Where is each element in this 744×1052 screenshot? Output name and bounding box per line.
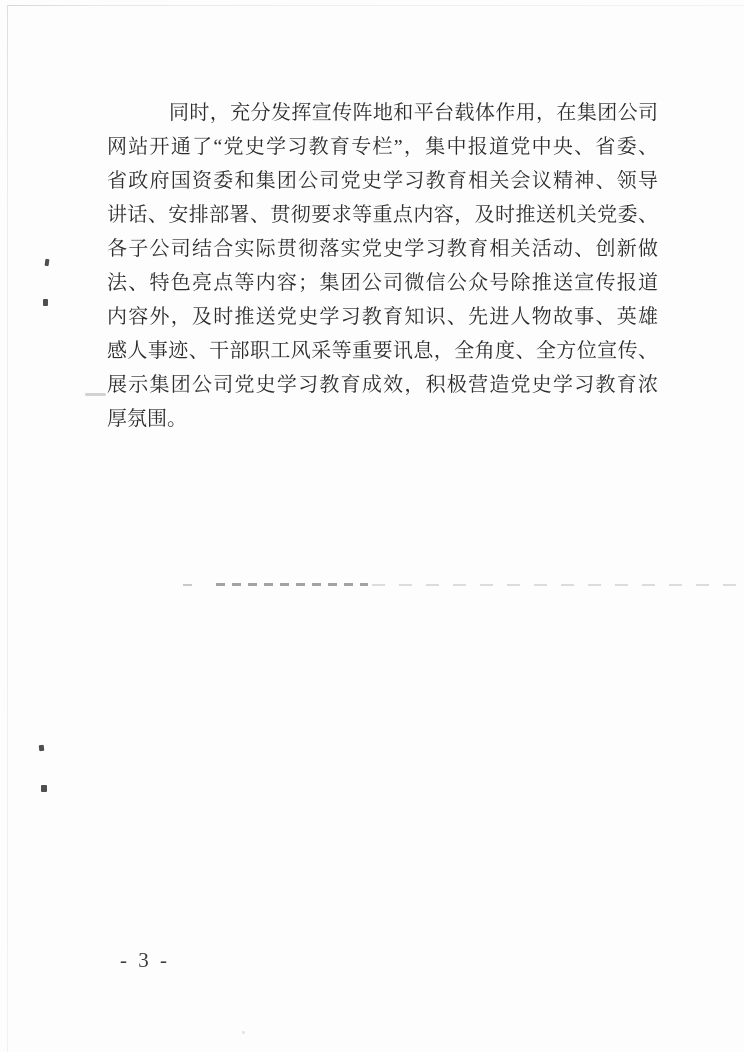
page-number: - 3 - [120,948,170,972]
text-line: 内容外，及时推送党史学习教育知识、先进人物故事、英雄 [107,306,658,328]
scan-smudge-artifact [85,393,106,396]
scan-speck-artifact [43,299,48,306]
text-line: 网站开通了“党史学习教育专栏”，集中报道党中央、省委、 [107,136,658,158]
text-line: 厚氛围。 [107,408,187,430]
scan-line-artifact-start [183,584,192,586]
scan-speck-artifact [45,259,50,266]
scan-speck-artifact [242,1031,245,1034]
scan-speck-artifact [41,785,47,792]
body-text-paragraph [107,96,658,436]
text-line: 同时，充分发挥宣传阵地和平台载体作用，在集团公司 [169,102,658,124]
text-line: 省政府国资委和集团公司党史学习教育相关会议精神、领导 [107,170,658,192]
scan-line-artifact-light [372,584,740,586]
scan-edge-artifact-top [8,5,744,6]
scan-edge-artifact-left [7,5,8,1052]
text-line: 法、特色亮点等内容；集团公司微信公众号除推送宣传报道 [107,272,658,294]
scan-speck-artifact [39,745,45,751]
text-line: 各子公司结合实际贯彻落实党史学习教育相关活动、创新做 [107,238,658,260]
text-line: 感人事迹、干部职工风采等重要讯息，全角度、全方位宣传、 [107,340,658,362]
text-line: 讲话、安排部署、贯彻要求等重点内容，及时推送机关党委、 [107,204,658,226]
scan-line-artifact-dark [216,583,368,586]
text-line: 展示集团公司党史学习教育成效，积极营造党史学习教育浓 [107,374,658,396]
